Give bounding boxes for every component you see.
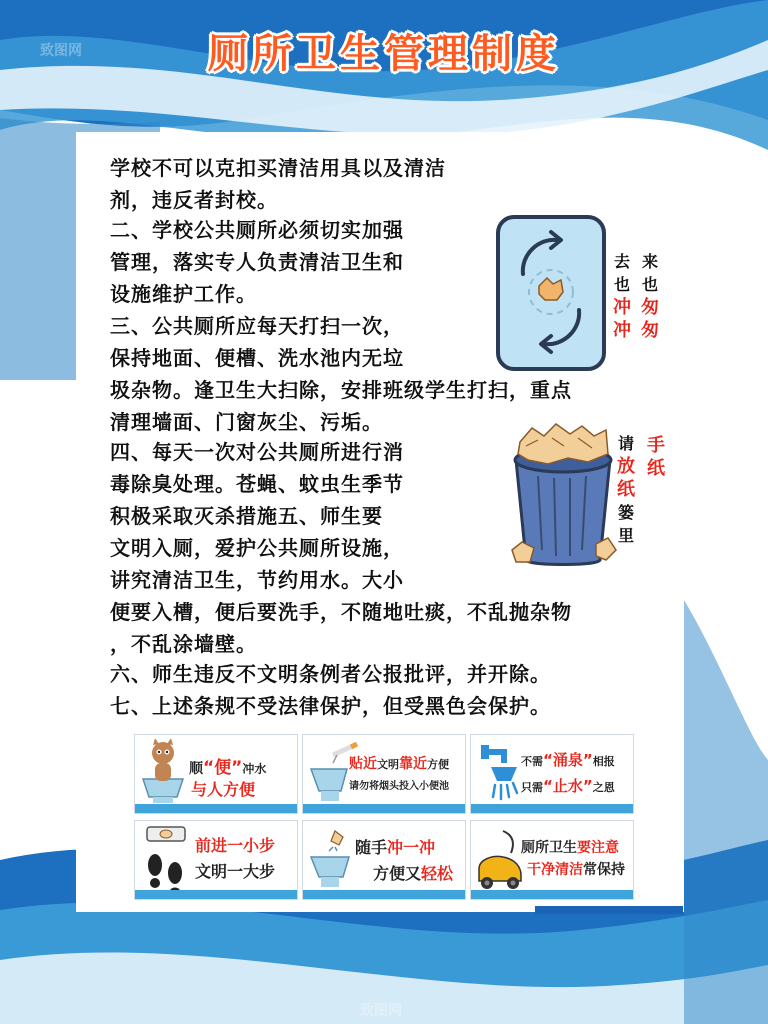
- sign-text-part: 干净清洁: [527, 862, 583, 878]
- text-line: 清理墙面、门窗灰尘、污垢。: [110, 410, 383, 434]
- slogan-text: 纸: [647, 458, 665, 479]
- sign-text: 请勿将烟头投入小便池: [349, 781, 449, 792]
- text-line: 文明入厕，爱护公共厕所设施，: [110, 536, 404, 560]
- sign-text: [349, 753, 449, 773]
- watermark: 致图网: [40, 43, 82, 59]
- sign-text-part: 不需: [521, 755, 543, 768]
- sign-bar: [303, 804, 465, 813]
- slogan-text: 放纸: [617, 456, 635, 500]
- sign-text: 文明一大步: [195, 862, 276, 881]
- sign-text: [521, 775, 615, 796]
- sign-bar: [471, 890, 633, 899]
- sign-card: [470, 820, 634, 900]
- sign-text-part: 之恩: [592, 781, 615, 794]
- text-line: 四、每天一次对公共厕所进行消: [110, 440, 404, 464]
- faucet-icon: [477, 741, 523, 801]
- sign-text-part: 方便: [427, 758, 449, 771]
- page-title: 厕所卫生管理制度: [208, 31, 560, 77]
- slogan-text: 去也: [613, 252, 630, 294]
- slogan-text: 冲冲: [613, 297, 631, 341]
- sign-bar: [471, 804, 633, 813]
- sign-text-part: 贴近: [349, 756, 377, 772]
- text-line: 保持地面、便槽、洗水池内无垃: [110, 346, 404, 370]
- sign-text-part: 厕所卫生: [521, 840, 577, 856]
- sign-text: 与人方便: [191, 780, 256, 799]
- text-line: 管理，落实专人负责清洁卫生和: [110, 250, 404, 274]
- text-line: 二、学校公共厕所必须切实加强: [110, 218, 404, 242]
- paper-slogan-right: [646, 434, 666, 480]
- text-line: 毒除臭处理。苍蝇、蚊虫生季节: [110, 472, 404, 496]
- sign-text: [521, 837, 619, 857]
- slogan-text: 匆匆: [641, 297, 659, 341]
- sign-card: [302, 734, 466, 814]
- sign-text: [355, 835, 435, 858]
- text-line: 讲究清洁卫生，节约用水。大小: [110, 568, 404, 592]
- trash-bin-icon: [508, 420, 618, 570]
- sign-card: [470, 734, 634, 814]
- sign-text-part: 随手: [355, 838, 388, 857]
- footprints-icon: [141, 825, 191, 895]
- sign-text-part: 要注意: [577, 840, 619, 856]
- sign-text-part: 只需: [521, 781, 543, 794]
- text-line: 学校不可以克扣买清洁用具以及清洁: [110, 156, 446, 180]
- sign-text-part: “涌泉”: [543, 751, 593, 769]
- sign-text: [373, 861, 453, 884]
- paragraph-5: [110, 658, 670, 690]
- flush-toilet-icon: [307, 827, 357, 891]
- watermark: 致图网: [360, 1003, 402, 1019]
- sign-text-part: 常保持: [583, 862, 625, 878]
- sign-bar: [303, 890, 465, 899]
- sign-text-part: 相报: [592, 755, 615, 768]
- sign-card: [302, 820, 466, 900]
- sign-text-part: 方便又: [373, 864, 422, 883]
- slogan-text: 手: [647, 435, 665, 456]
- text-line: 便要入槽，便后要洗手，不随地吐痰，不乱抛杂物: [110, 600, 572, 624]
- text-line: 三、公共厕所应每天打扫一次，: [110, 314, 404, 338]
- text-line: 圾杂物。逢卫生大扫除，安排班级学生打扫，重点: [110, 378, 572, 402]
- sign-text-part: “止水”: [543, 777, 593, 795]
- paragraph-2: [110, 214, 470, 310]
- sign-card: [134, 820, 298, 900]
- slogan-text: 请: [617, 434, 634, 453]
- toilet-signs-grid: [132, 734, 640, 902]
- sign-bar: [135, 890, 297, 899]
- paragraph-1: [110, 152, 530, 216]
- sign-text-part: 顺: [189, 761, 203, 777]
- flush-slogan-left: [612, 250, 632, 342]
- sign-text-part: “便”: [203, 758, 243, 778]
- sign-text-part: 轻松: [421, 864, 454, 883]
- slogan-text: 篓里: [617, 503, 634, 545]
- vacuum-cleaner-icon: [473, 829, 525, 891]
- no-cigarette-toilet-icon: [307, 741, 363, 805]
- paragraph-6: [110, 690, 670, 722]
- text-line: 剂，违反者封校。: [110, 188, 278, 212]
- sign-text-part: 文明: [377, 758, 399, 771]
- sign-text-part: 靠近: [399, 756, 427, 772]
- sign-bar: [135, 804, 297, 813]
- flush-cycle-icon: [495, 214, 607, 372]
- text-line: 设施维护工作。: [110, 282, 257, 306]
- sign-card: [134, 734, 298, 814]
- text-line: 七、上述条规不受法律保护，但受黑色会保护。: [110, 694, 551, 718]
- sign-text: 前进一小步: [195, 836, 276, 855]
- sign-text: [521, 749, 615, 770]
- panel-accent-bar: [535, 906, 683, 914]
- text-line: ，不乱涂墙壁。: [110, 632, 257, 656]
- cat-toilet-icon: [139, 739, 187, 805]
- sign-text-part: 冲一冲: [387, 838, 436, 857]
- paper-slogan-left: [616, 432, 636, 547]
- sign-text-part: 冲水: [242, 762, 267, 776]
- text-line: 积极采取灭杀措施五、师生要: [110, 504, 383, 528]
- slogan-text: 来也: [641, 252, 658, 294]
- sign-text: [189, 753, 266, 778]
- sign-text: [527, 859, 625, 879]
- flush-slogan-right: [640, 250, 660, 342]
- text-line: 六、师生违反不文明条例者公报批评，并开除。: [110, 662, 551, 686]
